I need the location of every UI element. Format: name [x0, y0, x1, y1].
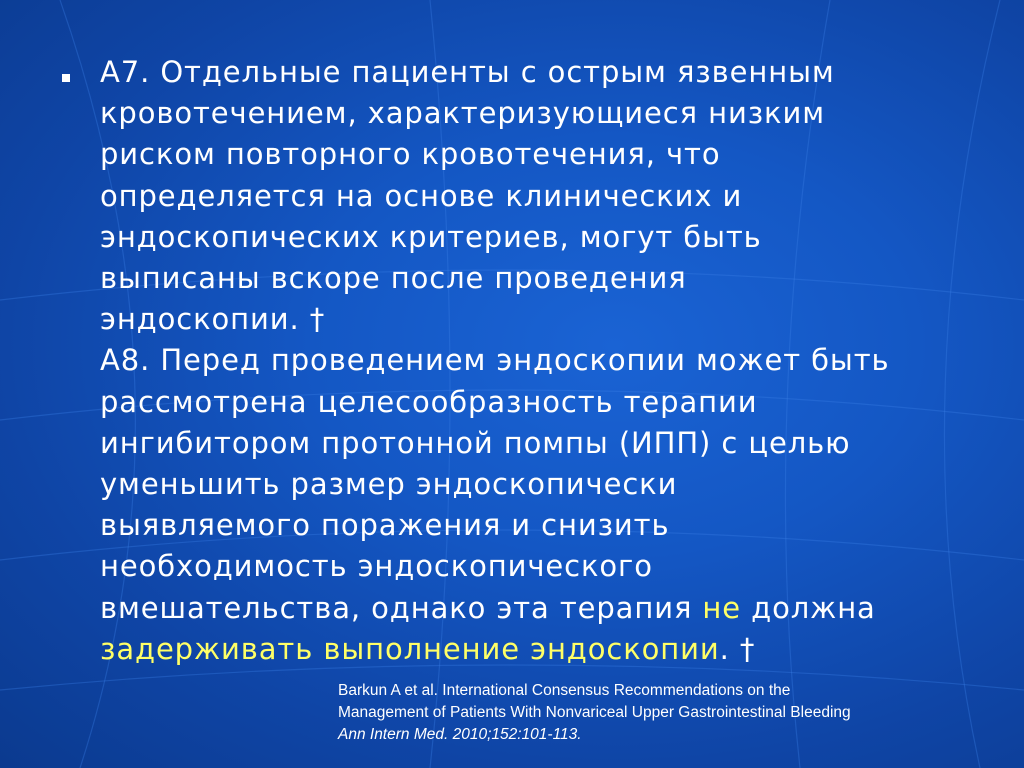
recommendation-a8-text: А8. Перед проведением эндоскопии может быть рассмотрена целесообразность терапии ингибитором протонной помпы (ИПП) с целью уменьшить размер эндоскопически выявляемого поражения и снизить необходимость эндоскопического вмешательства, однако эта терапия	[100, 343, 890, 625]
slide-body	[54, 52, 984, 670]
reference-citation	[338, 680, 1018, 746]
reference-line-2: Management of Patients With Nonvariceal Upper Gastrointestinal Bleeding	[338, 704, 851, 721]
bullet-square-icon	[62, 74, 70, 82]
recommendation-a8-text-3: . †	[719, 631, 756, 666]
recommendation-a8-text-2: должна	[751, 590, 876, 625]
reference-line-1: Barkun A et al. International Consensus Recommendations on the	[338, 682, 791, 699]
reference-journal: Ann Intern Med. 2010;152:101-113.	[338, 726, 582, 743]
recommendation-a8-highlight-not: не	[702, 590, 742, 625]
recommendation-a8-highlight-delay: задерживать выполнение эндоскопии	[100, 631, 720, 666]
recommendation-a7: А7. Отдельные пациенты с острым язвенным кровотечением, характеризующиеся низким риском повторного кровотечения, что определяется на основе клинических и эндоскопических критериев, могут быть выписаны вскоре после проведения эндоскопии. †	[100, 55, 835, 337]
bullet-item	[54, 52, 984, 670]
recommendations-text	[100, 52, 984, 670]
